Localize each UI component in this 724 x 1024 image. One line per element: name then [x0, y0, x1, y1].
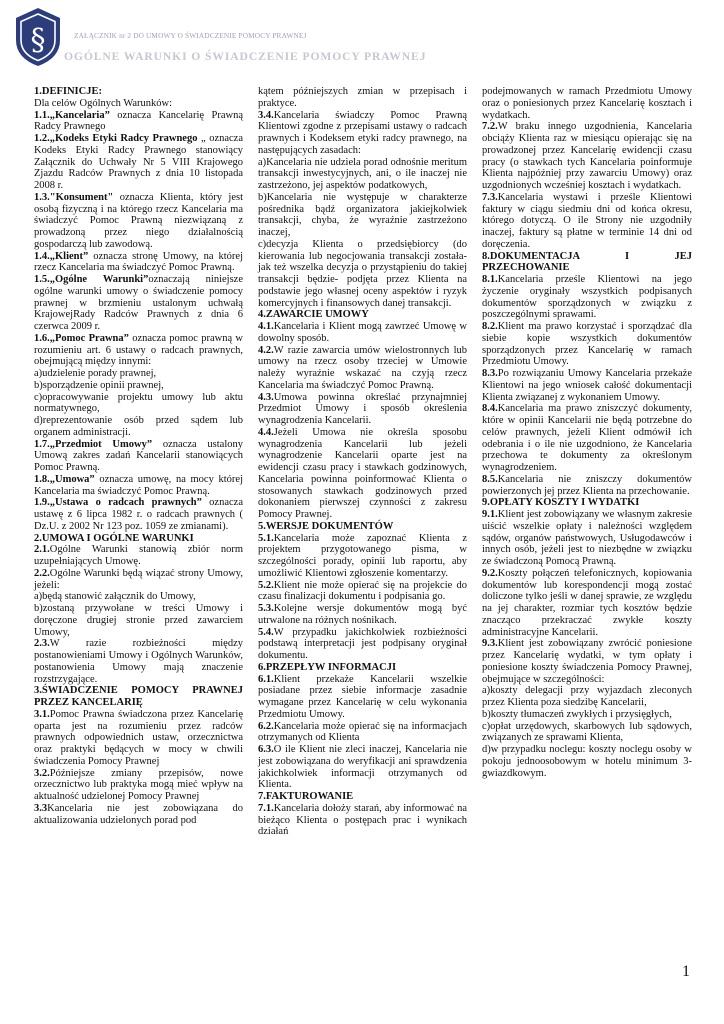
clause-label: 1.8.„Umowa” [34, 473, 95, 485]
svg-text:§: § [30, 23, 46, 58]
clause-label: 1.4.„Klient” [34, 250, 89, 262]
clause-label: 2.UMOWA I OGÓLNE WARUNKI [34, 532, 194, 544]
paragraph [482, 403, 692, 474]
clause-text: oznacza umowę, na mocy której Kancelaria ma świadczyć Pomoc Prawną. [34, 473, 243, 497]
clause-text: a)będą stanowić załącznik do Umowy, [34, 591, 196, 603]
paragraph [34, 685, 243, 709]
clause-label: 3.4. [258, 109, 274, 121]
paragraph [258, 580, 467, 604]
paragraph [482, 638, 692, 685]
clause-label: 3.ŚWIADCZENIE POMOCY PRAWNEJ PRZEZ KANCELARIĘ [34, 685, 243, 708]
clause-label: 8.1. [482, 274, 498, 285]
clause-label: 5.1. [258, 532, 274, 544]
clause-text: oznaczają niniejsze ogólne warunki umowy o świadczenie pomocy prawnej w brzmieniu ustalonym uchwałą KrajowejRady Radców Prawnych z dnia 6 czerwca 2009 r. [34, 274, 243, 332]
paragraph [482, 192, 692, 251]
paragraph [258, 533, 467, 580]
clause-text: d)w przypadku noclegu: koszty noclegu osoby w pokoju jednoosobowym w hotelu minimum 3-gwiazdkowym. [482, 744, 692, 779]
clause-label: 5.3. [258, 603, 274, 614]
paragraph [34, 392, 243, 416]
clause-text: c)decyzja Klienta o przedsiębiorcy (do kierowania lub negocjowania transakcji została- jak też wszelka decyzja o przystąpieniu do takiej transakcji będzie- podjęta przez Klienta na podstawie jego własnej oceny aspektów i ryzyk komercyjnych i finansowych danej transakcji. [258, 238, 467, 309]
clause-text: a)udzielenie porady prawnej, [34, 368, 157, 379]
clause-label: 3.2. [34, 767, 50, 779]
paragraph [482, 568, 692, 639]
clause-label: 1.DEFINICJE: [34, 86, 102, 97]
text-column-3 [482, 86, 692, 779]
paragraph [258, 803, 467, 838]
paragraph [34, 274, 243, 333]
paragraph [482, 744, 692, 779]
paragraph [482, 321, 692, 368]
clause-label: 9.2. [482, 567, 498, 579]
paragraph [34, 133, 243, 192]
paragraph [34, 533, 243, 545]
clause-text: Dla celów Ogólnych Warunków: [34, 97, 173, 109]
paragraph [258, 521, 467, 533]
paragraph [482, 251, 692, 275]
clause-text: oznacza Kancelarię Prawną Radcy Prawnego [34, 109, 243, 133]
paragraph [34, 415, 243, 439]
clause-text: a)koszty delegacji przy wyjazdach zleconych przez Klienta poza siedzibę Kancelarii, [482, 685, 692, 708]
clause-label: 2.1. [34, 544, 50, 556]
clause-label: 1.6.„Pomoc Prawna” [34, 332, 129, 344]
paragraph [34, 333, 243, 368]
clause-label: 1.5.„Ogólne Warunki” [34, 274, 149, 285]
paragraph [258, 427, 467, 521]
paragraph [482, 121, 692, 192]
paragraph [34, 709, 243, 768]
paragraph [258, 345, 467, 392]
paragraph [482, 721, 692, 745]
clause-label: 1.3."Konsument" [34, 191, 114, 203]
clause-label: 1.2.„Kodeks Etyki Radcy Prawnego [34, 133, 198, 144]
paragraph [34, 98, 243, 110]
clause-text: b)Kancelaria nie występuje w charakterze pośrednika bądź organizatora jakiejkolwiek transakcji, chyba, że wyraźnie zastrzeżono inaczej, [258, 191, 467, 238]
clause-label: 1.7.„Przedmiot Umowy” [34, 438, 153, 450]
clause-text: a)Kancelaria nie udziela porad odnośnie meritum transakcji inwestycyjnych, ani, o ile inaczej nie zastrzeżono, jej aspektów podatkowych, [258, 156, 467, 191]
paragraph [34, 110, 243, 134]
clause-label: 9.OPŁATY KOSZTY I WYDATKI [482, 497, 640, 509]
clause-label: 7.2. [482, 121, 498, 133]
paragraph [34, 591, 243, 603]
paragraph [258, 86, 467, 110]
clause-text: Klient jest zobowiązany zwrócić poniesione przez Kancelarię wydatki, w tym opłaty i poniesione koszty świadczenia Pomocy Prawnej, obejmujące w szczególności: [482, 638, 692, 685]
paragraph [34, 803, 243, 827]
paragraph [258, 192, 467, 239]
clause-text: Kancelaria prześle Klientowi na jego życzenie oryginały wszystkich podpisanych dokumentów sporządzonych w związku z poszczególnymi sprawami. [482, 274, 692, 321]
clause-label: 1.1.„Kancelaria” [34, 109, 110, 121]
clause-text: oznacza ustawę z 6 lipca 1982 r. o radcach prawnych ( Dz.U. z 2002 Nr 123 poz. 1059 ze zmianami). [34, 497, 243, 532]
clause-label: 5.2. [258, 579, 274, 591]
clause-text: W braku innego uzgodnienia, Kancelaria obciąży Klienta raz w miesiącu opierając się na prowadzonej przez Kancelarię ewidencji czasu pracy (o stawkach tych Kancelaria poinformuje Klienta najpóźniej przy zawarciu Umowy) oraz uzgodnionych wcześniej kosztach i wydatkach. [482, 121, 692, 191]
clause-text: Kancelaria może zapoznać Klienta z projektem przygotowanego pisma, w szczególności porady, opinii lub raportu, aby umożliwić Klientowi zgłoszenie komentarzy. [258, 532, 467, 579]
paragraph [34, 603, 243, 638]
clause-text: Kancelaria i Klient mogą zawrzeć Umowę w dowolny sposób. [258, 321, 467, 344]
clause-text: Po rozwiązaniu Umowy Kancelaria przekaże Klientowi na jego wniosek całość dokumentacji Klienta związanej z wykonaniem Umowy. [482, 368, 692, 403]
clause-label: 7.1. [258, 802, 274, 814]
clause-label: 4.1. [258, 321, 274, 332]
paragraph [34, 768, 243, 803]
paragraph [34, 439, 243, 474]
paragraph [258, 309, 467, 321]
clause-text: Pomoc Prawna świadczona przez Kancelarię oparta jest na rozumieniu przez radców prawnych odpowiednich ustaw, orzecznictwa oraz praktyki będących w mocy w chwili świadczenia Pomocy Prawnej [34, 708, 243, 767]
text-column-1 [34, 86, 243, 826]
clause-label: 8.DOKUMENTACJA I JEJ PRZECHOWANIE [482, 250, 692, 274]
clause-text: Kancelaria nie zniszczy dokumentów powierzonych jej przez Klienta na przechowanie. [482, 473, 692, 497]
paragraph [482, 274, 692, 321]
clause-label: 8.3. [482, 368, 498, 379]
page-number: 1 [682, 963, 690, 980]
clause-label: 8.4. [482, 403, 498, 415]
clause-label: 8.5. [482, 473, 498, 485]
clause-label: 2.3. [34, 638, 50, 650]
paragraph [482, 509, 692, 568]
clause-text: Koszty połączeń telefonicznych, kopiowania dokumentów lub korespondencji mogą zostać doliczone tylko jeśli w danej sprawie, ze względu na jej charakter, rozmiar tych kosztów będzie znacząco przekraczać zwykłe koszty administracyjne Kancelarii. [482, 567, 692, 638]
clause-text: Ogólne Warunki będą wiązać strony Umowy, jeżeli: [34, 567, 243, 591]
paragraph [482, 685, 692, 709]
clause-label: 3.1. [34, 708, 50, 720]
section-sign-emblem-icon [12, 6, 64, 68]
clause-text: oznacza pomoc prawną w rozumieniu art. 6 ustawy o radcach prawnych, obejmującą między innymi: [34, 332, 243, 368]
clause-text: Jeżeli Umowa nie określa sposobu wynagrodzenia Kancelarii lub jeżeli wynagrodzenie Kancelarii oparte jest na ewidencji czasu pracy i stawkach godzinowych, Kancelaria powinna poinformować Klienta o stosowanych stawkach godzinowych przed dokonaniem pierwszej czynności z zakresu Pomocy Prawnej. [258, 426, 467, 520]
paragraph [482, 474, 692, 498]
clause-text: Ogólne Warunki stanowią zbiór norm uzupełniających Umowę. [34, 544, 243, 567]
paragraph [34, 497, 243, 532]
clause-label: 9.3. [482, 638, 498, 650]
clause-text: podejmowanych w ramach Przedmiotu Umowy oraz o poniesionych przez Kancelarię kosztach i wydatkach. [482, 86, 692, 121]
clause-text: b)zostaną przywołane w treści Umowy i doręczone drugiej stronie przed zawarciem Umowy, [34, 603, 243, 638]
clause-label: 6.PRZEPŁYW INFORMACJI [258, 661, 397, 673]
logo [12, 6, 64, 68]
clause-text: c)opracowywanie projektu umowy lub aktu normatywnego, [34, 391, 243, 415]
clause-label: 8.2. [482, 321, 498, 332]
clause-label: 5.WERSJE DOKUMENTÓW [258, 520, 394, 532]
clause-text: Klient jest zobowiązany we własnym zakresie uiścić wszelkie opłaty i należności względem sądów, organów państwowych, Usługodawców i innych osób, jeżeli jest to niezbędne w związku ze świadczoną Pomocą Prawną. [482, 509, 692, 567]
paragraph [258, 603, 467, 627]
paragraph [258, 239, 467, 310]
clause-text: Klient ma prawo korzystać i sporządzać dla siebie kopie wszystkich dokumentów sporządzonych przez Kancelarię w ramach Przedmiotu Umowy. [482, 321, 692, 368]
clause-label: 6.2. [258, 720, 274, 732]
clause-text: Kancelaria może opierać się na informacjach otrzymanych od Klienta [258, 720, 467, 744]
clause-label: 4.ZAWARCIE UMOWY [258, 309, 369, 321]
clause-text: oznacza Klienta, który jest osobą fizyczną i na którego rzecz Kancelaria ma świadczyć Pomoc Prawną niezwiązaną z prowadzoną przez niego działalnością gospodarczą lub zawodową. [34, 191, 243, 250]
clause-text: oznacza stronę Umowy, na której rzecz Kancelaria ma świadczyć Pomoc Prawną. [34, 250, 243, 274]
clause-text: b)koszty tłumaczeń zwykłych i przysięgłych, [482, 708, 672, 720]
paragraph [258, 721, 467, 745]
clause-text: O ile Klient nie zleci inaczej, Kancelaria nie jest zobowiązana do weryfikacji ani sprawdzenia jakichkolwiek informacji otrzymanych od Klienta. [258, 744, 467, 791]
paragraph [34, 192, 243, 251]
clause-label: 2.2. [34, 567, 50, 579]
clause-label: 4.4. [258, 426, 274, 438]
clause-label: 9.1. [482, 509, 498, 520]
paragraph [34, 638, 243, 685]
clause-text: „ oznacza Kodeks Etyki Radcy Prawnego stanowiący Załącznik do Uchwały Nr 5 VIII Krajowego Zjazdu Radców Prawnych z dnia 10 listopada 2008 r. [34, 133, 243, 191]
paragraph [258, 627, 467, 662]
paragraph [482, 86, 692, 121]
clause-text: oznacza ustalony Umową zakres zadań Kancelarii stanowiących Pomoc Prawną. [34, 438, 243, 473]
clause-text: W razie rozbieżności między postanowieniami Umowy i Ogólnych Warunków, postanowienia Umowy mają znaczenie rozstrzygające. [34, 638, 243, 685]
clause-text: Późniejsze zmiany przepisów, nowe orzecznictwo lub praktyka mogą mieć wpływ na aktualność udzielonej Pomocy Prawnej [34, 767, 243, 802]
paragraph [34, 568, 243, 592]
clause-label: 1.9.„Ustawa o radcach prawnych” [34, 497, 202, 509]
clause-text: W razie zawarcia umów wielostronnych lub umowy na rzecz osoby trzeciej w Umowie należy wyraźnie wskazać na czyją rzecz Kancelaria ma świadczyć Pomoc Prawną. [258, 344, 467, 391]
clause-text: Kancelaria świadczy Pomoc Prawną Klientowi zgodne z przepisami ustawy o radcach prawnych i Kodeksem etyki radcy prawnego, na następujących zasadach: [258, 109, 467, 156]
paragraph [34, 380, 243, 392]
paragraph [482, 497, 692, 509]
text-column-2 [258, 86, 467, 838]
paragraph [34, 368, 243, 380]
clause-text: b)sporządzenie opinii prawnej, [34, 379, 164, 391]
paragraph [258, 744, 467, 791]
clause-label: 3.3 [34, 802, 48, 814]
clause-label: 7.3. [482, 191, 498, 203]
paragraph [258, 674, 467, 721]
clause-text: W przypadku jakichkolwiek rozbieżności podstawą interpretacji jest podpisany oryginał dokumentu. [258, 626, 467, 661]
paragraph [34, 544, 243, 568]
clause-label: 4.2. [258, 344, 274, 356]
paragraph [258, 110, 467, 157]
clause-label: 7.FAKTUROWANIE [258, 791, 354, 802]
clause-label: 4.3. [258, 391, 274, 403]
paragraph [258, 321, 467, 345]
paragraph [258, 662, 467, 674]
paragraph [258, 392, 467, 427]
clause-text: Kancelaria ma prawo zniszczyć dokumenty, które w opinii Kancelarii nie będą potrzebne do celów prawnych, jeżeli Klient odmówił ich odebrania i o ile nie uzgodniono, że Kancelaria przechowa te dokumenty za określonym wynagrodzeniem. [482, 403, 692, 473]
clause-text: d)reprezentowanie osób przed sądem lub organem administracji. [34, 415, 243, 438]
paragraph [34, 86, 243, 98]
clause-text: c)opłat urzędowych, skarbowych lub sądowych, związanych ze sprawami Klienta, [482, 720, 692, 744]
clause-text: Kancelaria wystawi i prześle Klientowi faktury w ciągu siedmiu dni od końca okresu, którego dotyczą. O ile Strony nie uzgodniły inaczej, faktury są płatne w terminie 14 dni od doręczenia. [482, 191, 692, 250]
paragraph [258, 791, 467, 803]
clause-text: Klient nie może opierać się na projekcie do czasu finalizacji dokumentu i podpisania go. [258, 579, 467, 603]
clause-label: 5.4. [258, 626, 274, 638]
clause-text: Umowa powinna określać przynajmniej Przedmiot Umowy i sposób określenia wynagrodzenia Kancelarii. [258, 391, 467, 426]
header-subtitle: ZAŁĄCZNIK nr 2 DO UMOWY O ŚWIADCZENIE POMOCY PRAWNEJ [74, 31, 307, 40]
clause-label: 6.1. [258, 673, 274, 685]
paragraph [258, 157, 467, 192]
paragraph [34, 474, 243, 498]
clause-text: Kancelaria dołoży starań, aby informować na bieżąco Klienta o postępach prac i wynikach działań [258, 802, 467, 838]
clause-text: Kolejne wersje dokumentów mogą być utrwalone na różnych nośnikach. [258, 603, 467, 626]
clause-label: 6.3. [258, 744, 274, 755]
paragraph [482, 709, 692, 721]
header-title: OGÓLNE WARUNKI O ŚWIADCZENIE POMOCY PRAWNEJ [64, 50, 427, 63]
clause-text: Klient przekaże Kancelarii wszelkie posiadane przez siebie informacje zasadnie wymagane przez Kancelarię w celu wykonania Przedmiotu Umowy. [258, 673, 467, 720]
paragraph [34, 251, 243, 275]
clause-text: Kancelaria nie jest zobowiązana do aktualizowania udzielonych porad pod [34, 802, 243, 826]
clause-text: kątem późniejszych zmian w przepisach i praktyce. [258, 86, 467, 109]
paragraph [482, 368, 692, 403]
